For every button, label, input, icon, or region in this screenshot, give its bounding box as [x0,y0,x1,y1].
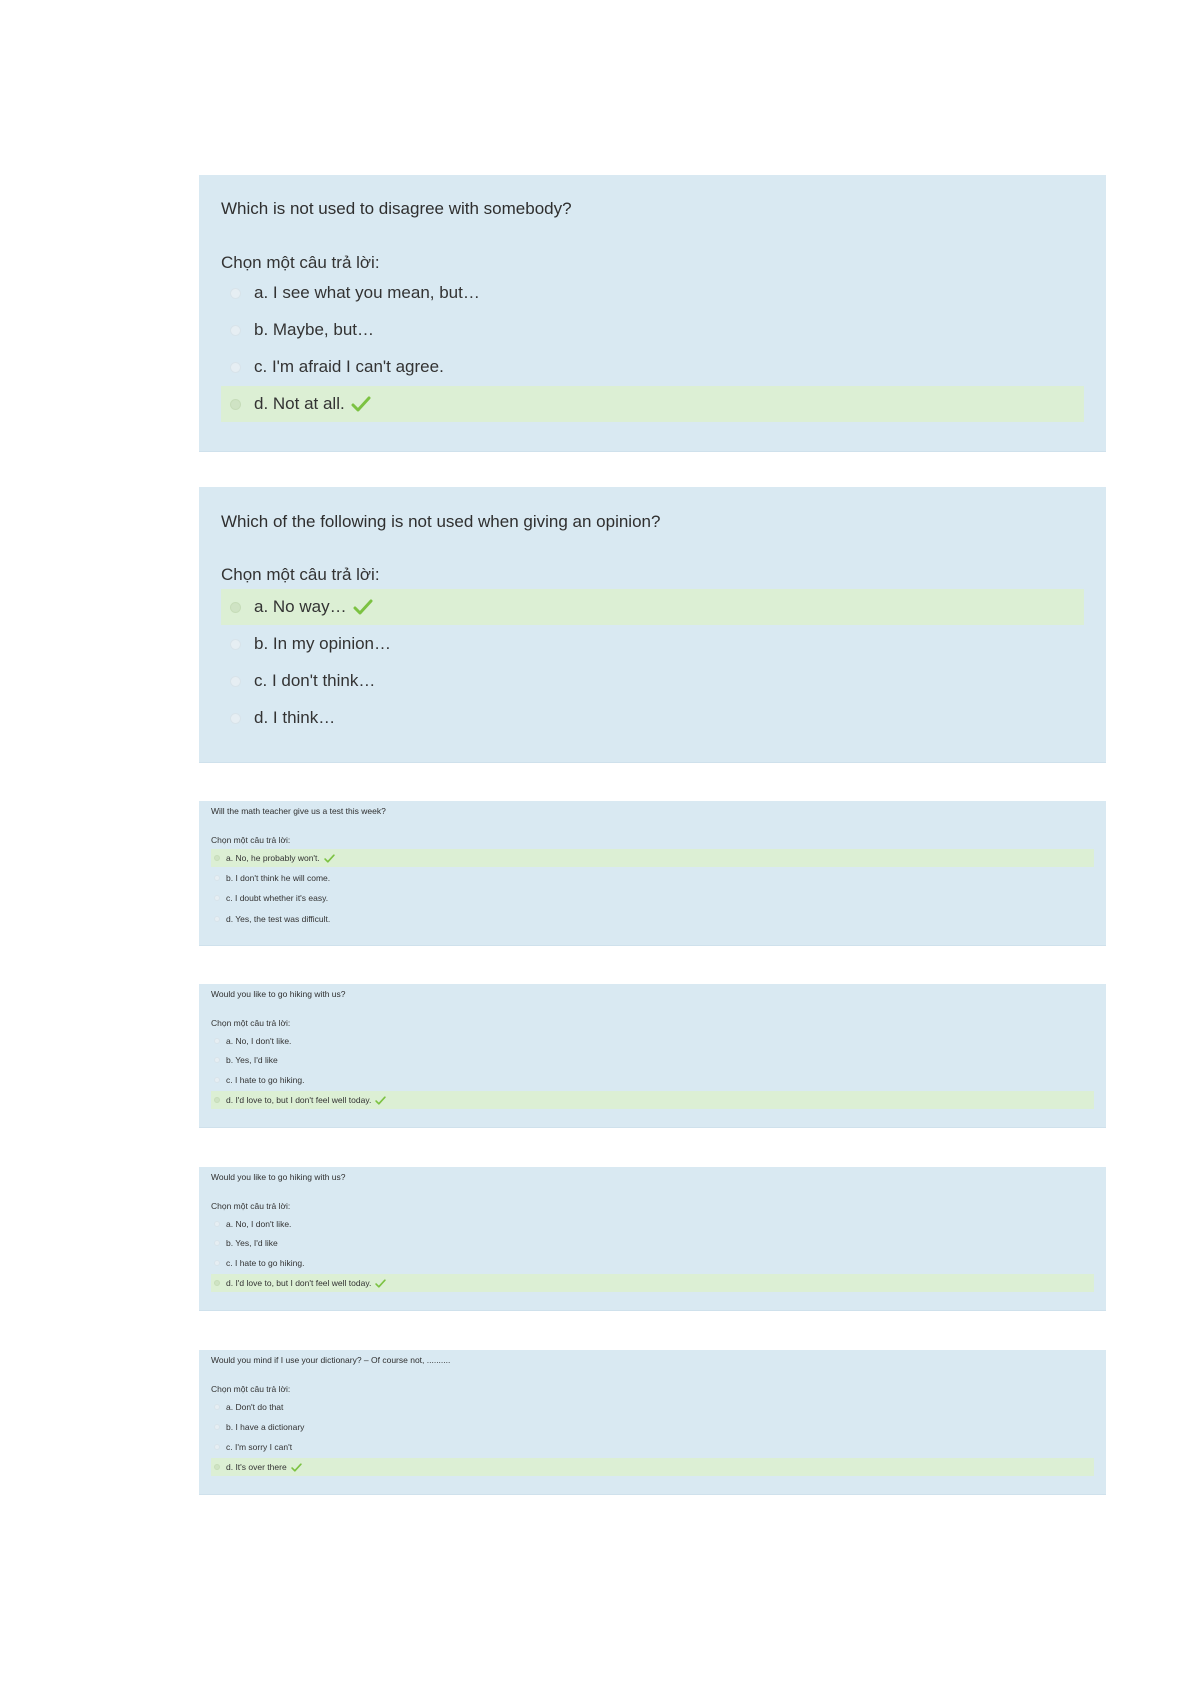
radio-button[interactable] [230,676,241,687]
answer-option-c[interactable] [221,349,1084,385]
option-label: d. I'd love to, but I don't feel well today. [226,1095,372,1105]
answer-option-d[interactable] [221,386,1084,422]
answer-option-d[interactable] [211,910,1094,928]
correct-check-icon [324,854,335,863]
answer-option-a[interactable] [221,275,1084,311]
option-label: b. Yes, I'd like [226,1238,278,1248]
option-label: c. I doubt whether it's easy. [226,893,329,903]
question-card-4 [199,984,1106,1128]
answer-prompt: Chọn một câu trả lời: [211,835,291,845]
question-text: Would you like to go hiking with us? [211,989,346,999]
answer-option-b[interactable] [211,1234,1094,1252]
option-label: b. Maybe, but… [254,320,375,339]
answer-option-b[interactable] [221,626,1084,662]
correct-check-icon [375,1279,386,1288]
answer-prompt: Chọn một câu trả lời: [211,1018,291,1028]
radio-button[interactable] [214,1424,220,1430]
option-label: b. I have a dictionary [226,1422,305,1432]
answer-prompt: Chọn một câu trả lời: [211,1384,291,1394]
radio-button-selected[interactable] [214,1097,220,1103]
option-label: c. I don't think… [254,671,376,690]
option-label: a. No, I don't like. [226,1219,292,1229]
answer-option-a[interactable] [211,1215,1094,1233]
answer-option-c[interactable] [221,663,1084,699]
answer-option-d[interactable] [211,1091,1094,1109]
answer-option-d[interactable] [211,1458,1094,1476]
question-text: Which of the following is not used when giving an opinion? [221,512,661,531]
answer-option-a[interactable] [221,589,1084,625]
radio-button[interactable] [214,895,220,901]
radio-button[interactable] [230,288,241,299]
radio-button-selected[interactable] [214,1464,220,1470]
correct-check-icon [351,396,371,412]
option-label: a. No, he probably won't. [226,853,320,863]
radio-button[interactable] [214,1077,220,1083]
radio-button[interactable] [230,713,241,724]
option-label: c. I hate to go hiking. [226,1075,305,1085]
answer-prompt: Chọn một câu trả lời: [211,1201,291,1211]
radio-button-selected[interactable] [214,1280,220,1286]
answer-option-b[interactable] [211,1051,1094,1069]
option-label: a. No way… [254,597,347,616]
question-card-2 [199,487,1106,763]
option-label: d. It's over there [226,1462,287,1472]
answer-option-c[interactable] [211,1071,1094,1089]
option-label: b. In my opinion… [254,634,392,653]
radio-button[interactable] [230,362,241,373]
answer-option-d[interactable] [211,1274,1094,1292]
radio-button[interactable] [230,325,241,336]
radio-button[interactable] [214,1057,220,1063]
answer-prompt: Chọn một câu trả lời: [221,253,380,272]
option-label: c. I'm afraid I can't agree. [254,357,444,376]
option-label: b. I don't think he will come. [226,873,331,883]
radio-button[interactable] [230,639,241,650]
answer-option-a[interactable] [211,849,1094,867]
radio-button[interactable] [214,1038,220,1044]
radio-button[interactable] [214,1404,220,1410]
correct-check-icon [353,599,373,615]
radio-button[interactable] [214,916,220,922]
question-card-5 [199,1167,1106,1311]
question-text: Which is not used to disagree with somebody? [221,199,572,218]
answer-option-c[interactable] [211,1438,1094,1456]
option-label: c. I hate to go hiking. [226,1258,305,1268]
answer-prompt: Chọn một câu trả lời: [221,565,380,584]
answer-option-a[interactable] [211,1032,1094,1050]
question-text: Will the math teacher give us a test this week? [211,806,386,816]
radio-button-selected[interactable] [230,602,241,613]
radio-button[interactable] [214,1260,220,1266]
option-label: a. I see what you mean, but… [254,283,480,302]
question-text: Would you like to go hiking with us? [211,1172,346,1182]
option-label: d. Yes, the test was difficult. [226,914,331,924]
radio-button[interactable] [214,1221,220,1227]
radio-button-selected[interactable] [230,399,241,410]
answer-option-a[interactable] [211,1398,1094,1416]
question-card-6 [199,1350,1106,1495]
answer-option-d[interactable] [221,700,1084,736]
answer-option-b[interactable] [211,1418,1094,1436]
option-label: b. Yes, I'd like [226,1055,278,1065]
option-label: a. No, I don't like. [226,1036,292,1046]
option-label: d. I'd love to, but I don't feel well today. [226,1278,372,1288]
answer-option-c[interactable] [211,889,1094,907]
radio-button[interactable] [214,1444,220,1450]
question-text: Would you mind if I use your dictionary? – Of course not, .......... [211,1355,451,1365]
radio-button[interactable] [214,875,220,881]
option-label: a. Don't do that [226,1402,284,1412]
correct-check-icon [375,1096,386,1105]
question-card-1 [199,175,1106,452]
answer-option-b[interactable] [211,869,1094,887]
option-label: c. I'm sorry I can't [226,1442,293,1452]
correct-check-icon [291,1463,302,1472]
radio-button[interactable] [214,1240,220,1246]
radio-button-selected[interactable] [214,855,220,861]
option-label: d. Not at all. [254,394,345,413]
answer-option-b[interactable] [221,312,1084,348]
answer-option-c[interactable] [211,1254,1094,1272]
question-card-3 [199,801,1106,946]
option-label: d. I think… [254,708,336,727]
